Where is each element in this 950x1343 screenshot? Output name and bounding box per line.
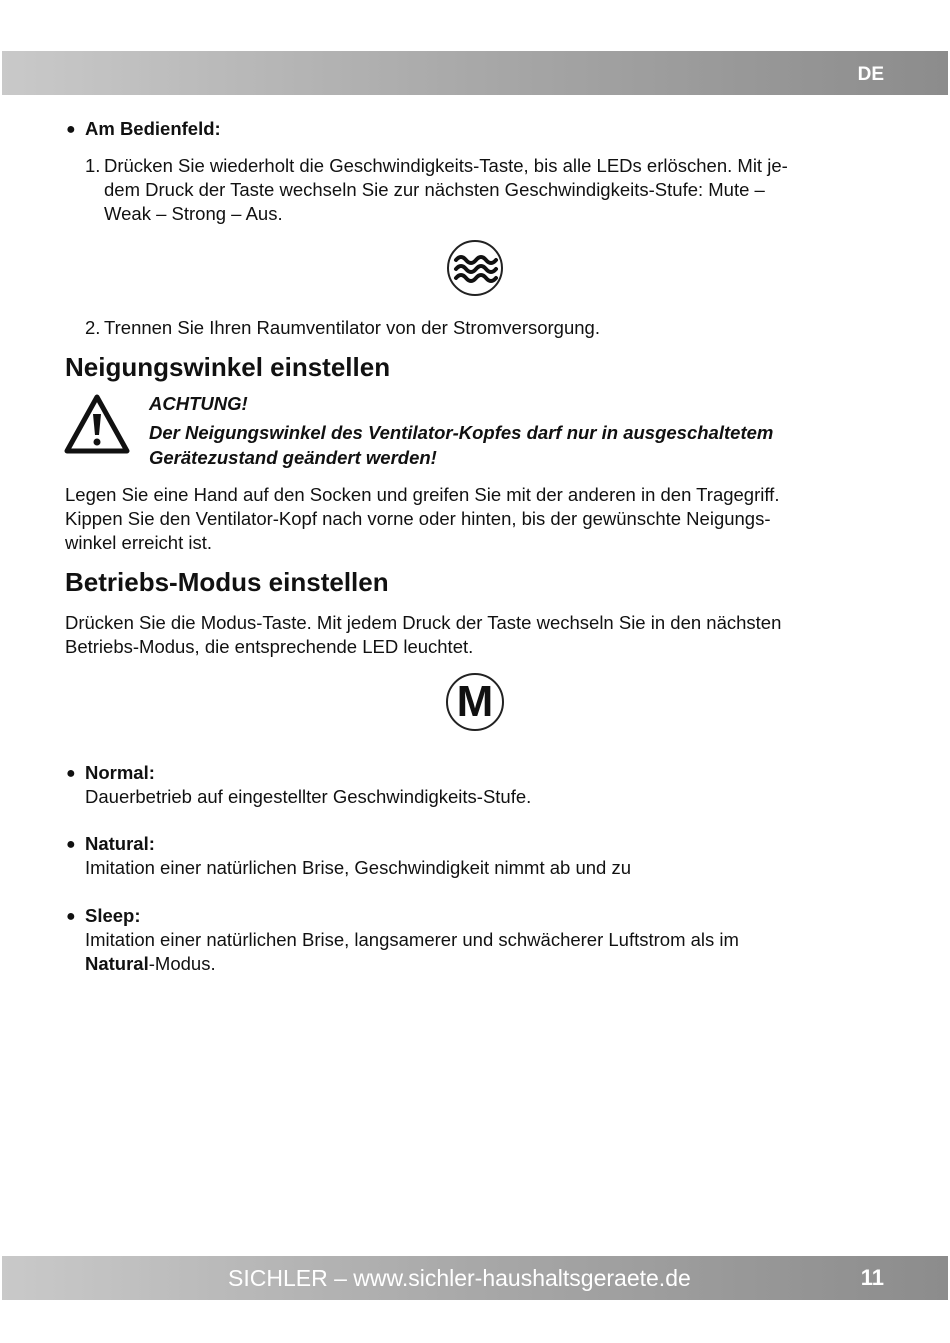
page-number: 11 [860,1265,884,1290]
language-label: DE [857,64,884,85]
sleep-suffix: -Modus. [148,953,216,974]
tilt-line: winkel erreicht ist. [65,532,213,553]
bullet-icon: ● [66,765,76,782]
step-2-number: 2. [85,317,101,338]
speed-waves-icon [446,239,504,297]
bullet-icon: ● [66,908,76,925]
tilt-instructions [65,483,779,555]
bullet-icon: ● [66,121,76,138]
sleep-text-end [85,952,216,976]
mode-section-title: Betriebs-Modus einstellen [65,567,389,597]
warning-line: Der Neigungswinkel des Ventilator-Kopfes darf nur in ausgeschaltetem [149,422,774,443]
mode-line: Drücken Sie die Modus-Taste. Mit jedem Druck der Taste wechseln Sie in den nächsten [65,612,782,633]
step-1-text [104,154,788,226]
mode-line: Betriebs-Modus, die entsprechende LED leuchtet. [65,636,474,657]
sleep-text: Imitation einer natürlichen Brise, langsamerer und schwächerer Luftstrom als im [85,929,739,950]
warning-text [149,420,773,470]
mode-m-icon [446,673,504,731]
tilt-line: Kippen Sie den Ventilator-Kopf nach vorne oder hinten, bis der gewünschte Neigungs- [65,508,771,529]
step-1-number: 1. [85,155,101,176]
step-2-text: Trennen Sie Ihren Raumventilator von der Stromversorgung. [104,317,600,338]
tilt-line: Legen Sie eine Hand auf den Socken und greifen Sie mit der anderen in den Tragegriff. [65,484,780,505]
panel-heading: Am Bedienfeld: [85,118,221,139]
warning-icon [64,394,130,454]
step-1-line: Drücken Sie wiederholt die Geschwindigkeits-Taste, bis alle LEDs erlöschen. Mit je- [104,155,788,176]
sleep-label: Sleep: [85,905,141,926]
tilt-section-title: Neigungswinkel einstellen [65,352,391,382]
footer-website: SICHLER – www.sichler-haushaltsgeraete.de [228,1265,691,1291]
step-1-line: dem Druck der Taste wechseln Sie zur nächsten Geschwindigkeits-Stufe: Mute – [104,179,765,200]
header-bar [2,51,948,95]
bullet-icon: ● [66,836,76,853]
mode-icon-letter: M [456,677,494,726]
natural-text: Imitation einer natürlichen Brise, Geschwindigkeit nimmt ab und zu [85,857,632,878]
step-1-line: Weak – Strong – Aus. [104,203,283,224]
warning-box [149,390,773,470]
normal-text: Dauerbetrieb auf eingestellter Geschwindigkeits-Stufe. [85,786,532,807]
footer-bar [2,1256,948,1300]
warning-title: ACHTUNG! [149,393,248,414]
normal-label: Normal: [85,762,155,783]
warning-line: Gerätezustand geändert werden! [149,447,437,468]
natural-label: Natural: [85,833,155,854]
mode-instructions [65,611,781,659]
sleep-natural-bold: Natural [85,953,149,974]
